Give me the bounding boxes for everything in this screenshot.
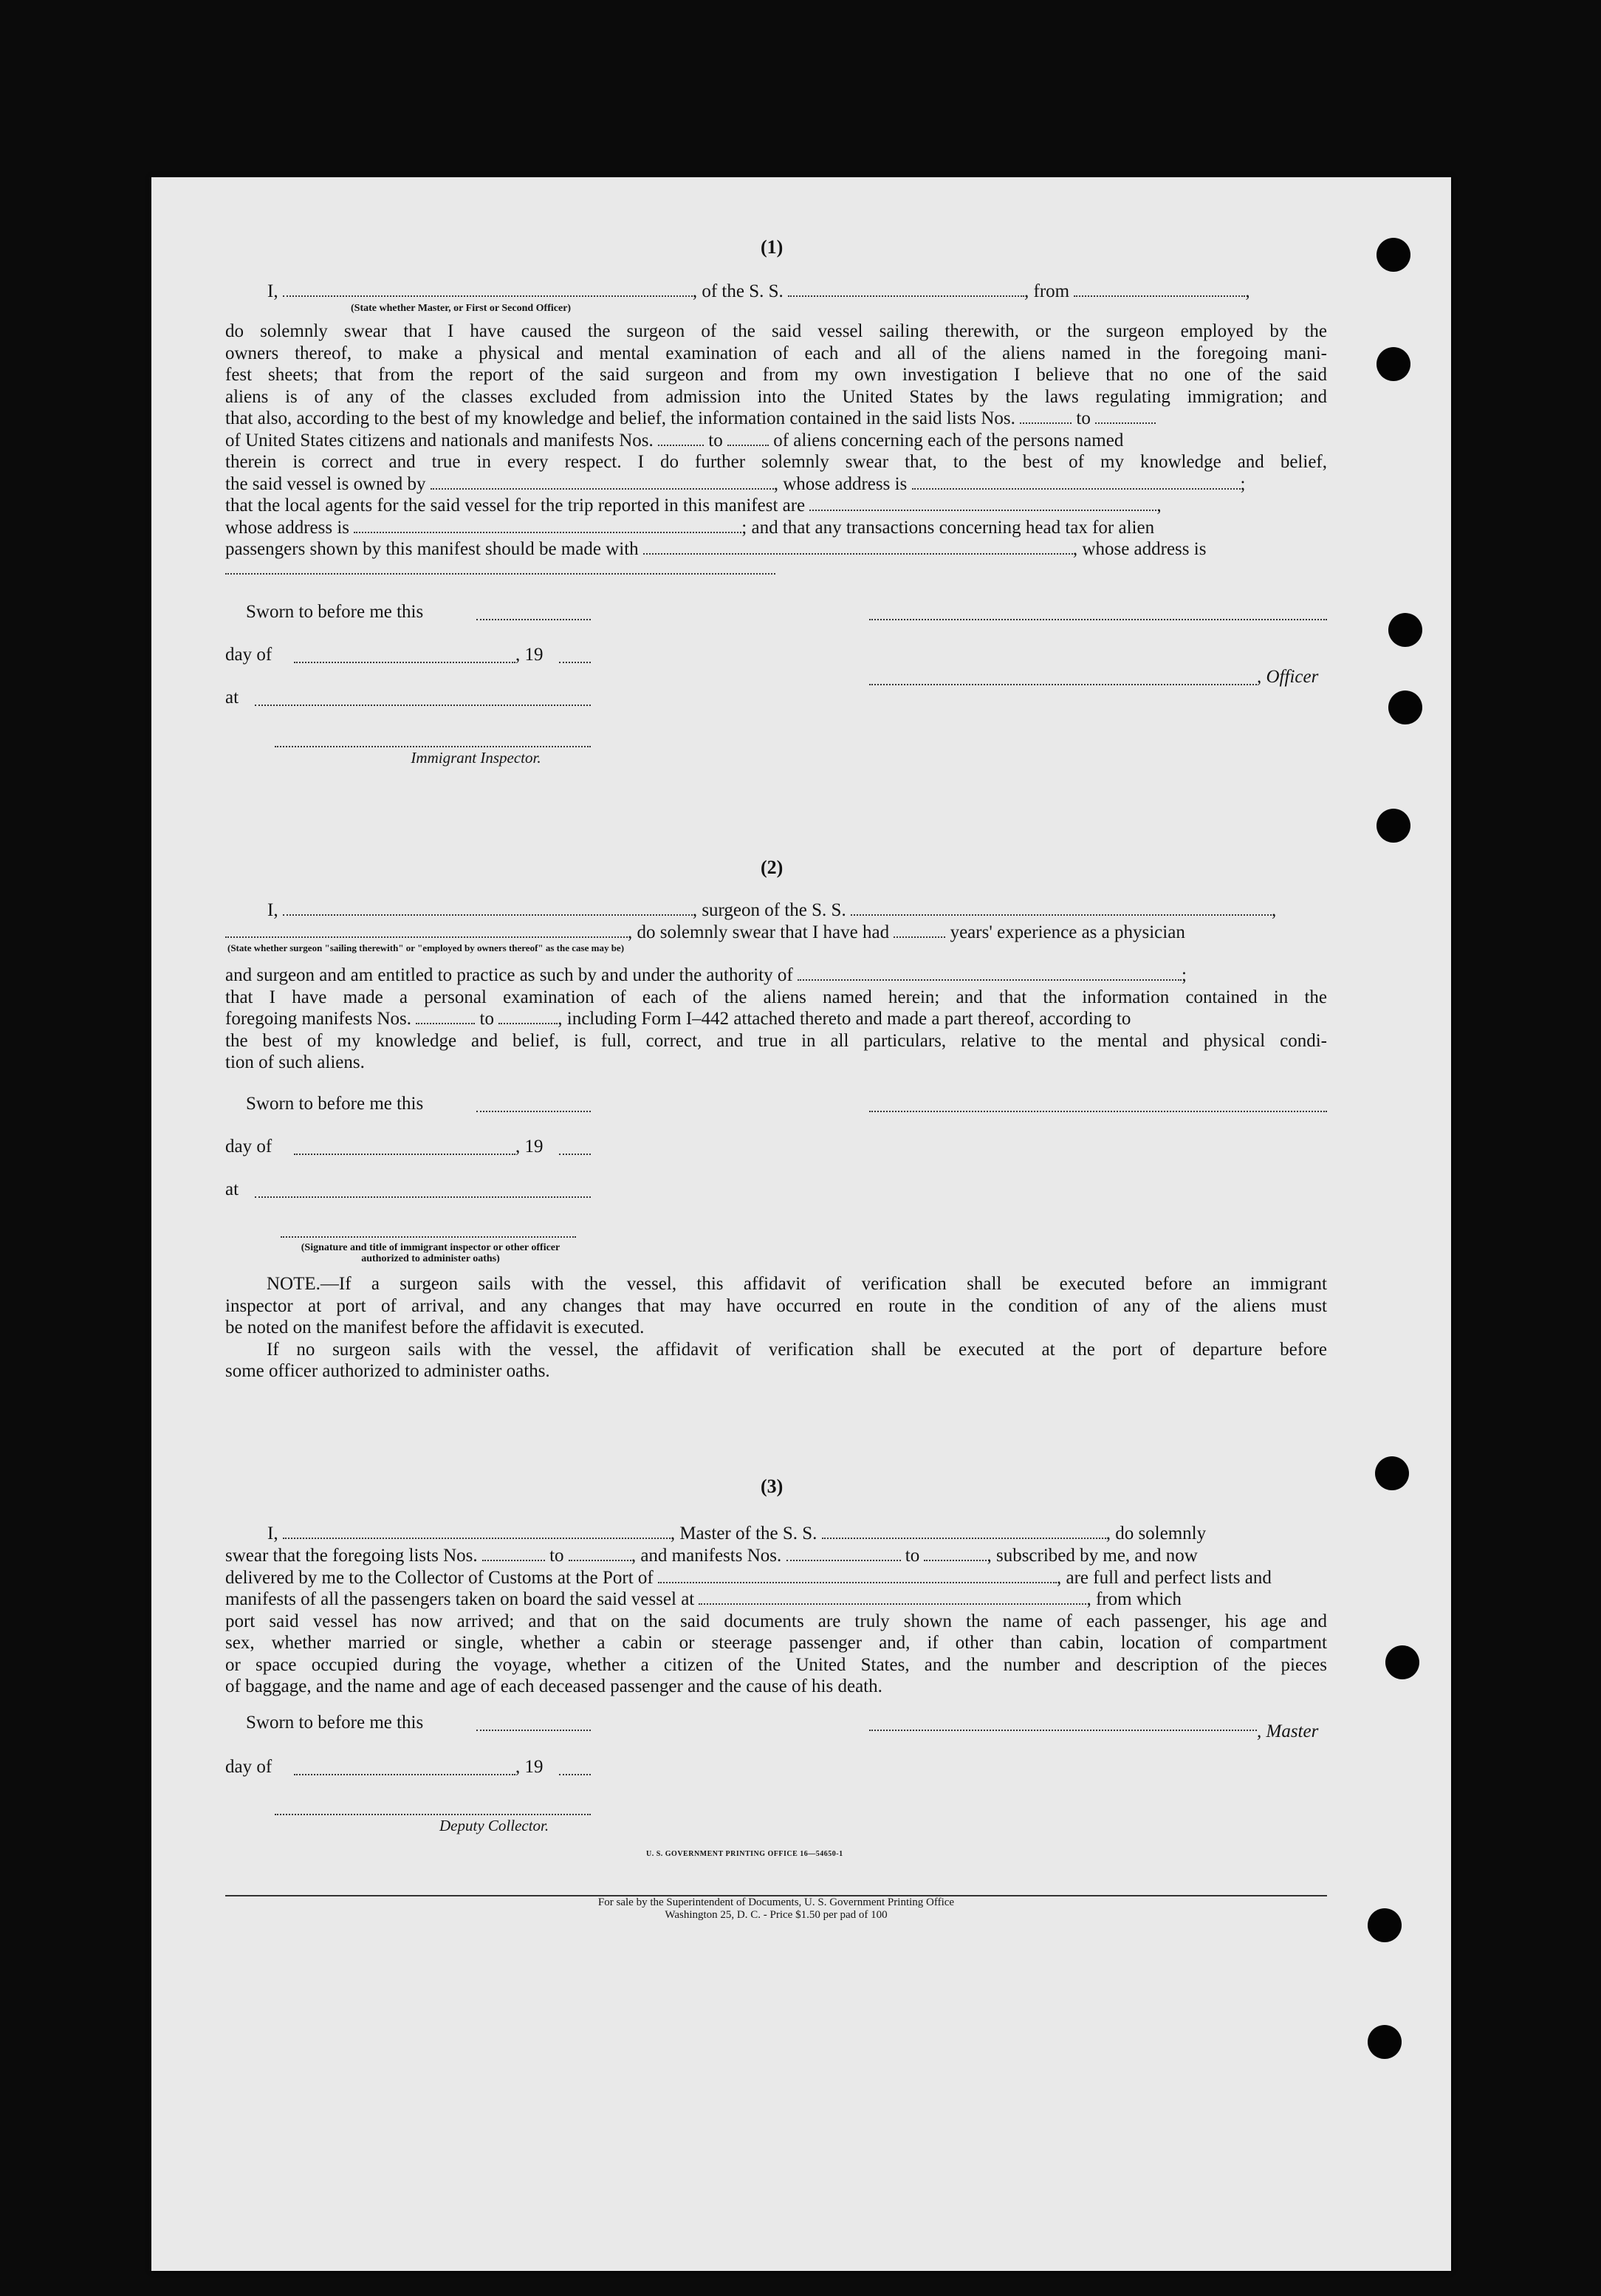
sworn-date-field[interactable] — [476, 1730, 591, 1731]
text: to — [1076, 408, 1091, 428]
manifest-to-field[interactable] — [727, 444, 769, 446]
day-of-field[interactable] — [294, 1154, 515, 1155]
lists-from-field[interactable] — [482, 1559, 545, 1561]
note-line: some officer authorized to administer oaths. — [225, 1361, 550, 1381]
text: , surgeon of the S. S. — [692, 900, 846, 920]
at-label: at — [225, 1179, 239, 1199]
text: manifests of all the passengers taken on board the said vessel at — [225, 1589, 695, 1609]
text: I, — [267, 281, 278, 301]
text: , — [1271, 900, 1277, 920]
text: I, — [267, 900, 278, 920]
text: , from — [1024, 281, 1070, 301]
text: of United States citizens and nationals and manifests Nos. — [225, 430, 654, 450]
paragraph-line — [225, 964, 1327, 987]
paragraph-line — [225, 408, 1327, 430]
at-label: at — [225, 688, 239, 707]
paragraph-line — [225, 1008, 1327, 1030]
section-2-heading: (2) — [761, 857, 784, 878]
text: years' experience as a physician — [950, 922, 1185, 942]
sworn-date-field[interactable] — [476, 619, 591, 620]
text: to — [708, 430, 723, 450]
head-tax-field[interactable] — [643, 552, 1073, 555]
vessel-name-field[interactable] — [788, 295, 1024, 297]
text: swear that the foregoing lists Nos. — [225, 1546, 478, 1566]
text: whose address is — [225, 517, 350, 538]
note-line: NOTE.—If a surgeon sails with the vessel, this affidavit of verification shall be executed before an immigrant — [267, 1274, 1327, 1294]
paragraph-line: sex, whether married or single, whether a cabin or steerage passenger and, if other than cabin, location of compartment — [225, 1633, 1327, 1653]
year-label: , 19 — [515, 645, 544, 665]
text: of aliens concerning each of the persons named — [773, 430, 1124, 450]
at-field[interactable] — [255, 705, 591, 706]
text: , whose address is — [1072, 539, 1207, 559]
text: to — [549, 1546, 564, 1566]
paragraph-line — [225, 495, 1327, 517]
section-1-line-1 — [267, 281, 1327, 303]
surgeon-note: (State whether surgeon "sailing therewith" or "employed by owners thereof" as the case may be) — [227, 942, 625, 953]
text: , — [1156, 496, 1162, 515]
day-of-label: day of — [225, 1137, 272, 1156]
manifest-to-field[interactable] — [498, 1022, 558, 1024]
text: that the local agents for the said vessel for the trip reported in this manifest are — [225, 496, 806, 515]
sale-notice-line-2: Washington 25, D. C. - Price $1.50 per pad of 100 — [665, 1909, 888, 1921]
section-3-line-1 — [267, 1523, 1327, 1545]
paragraph-line: the best of my knowledge and belief, is full, correct, and true in all particulars, relative to the mental and physical condi- — [225, 1030, 1327, 1051]
paragraph-line: tion of such aliens. — [225, 1052, 365, 1072]
text: , — [1245, 281, 1250, 301]
agents-address-field[interactable] — [354, 531, 741, 533]
paragraph-line: port said vessel has now arrived; and that on the said documents are truly shown the name of each passenger, his age and — [225, 1611, 1327, 1631]
inspector-signature-field[interactable] — [281, 1236, 576, 1238]
embark-port-field[interactable] — [699, 1603, 1086, 1605]
section-1-paragraph — [225, 321, 1327, 561]
paragraph-line — [225, 538, 1327, 561]
at-field[interactable] — [255, 1196, 591, 1198]
port-from-field[interactable] — [1074, 295, 1245, 297]
sworn-label: Sworn to before me this — [246, 1094, 424, 1114]
text: to — [479, 1009, 494, 1029]
lists-to-field[interactable] — [1095, 422, 1156, 424]
officer-title-field[interactable] — [283, 295, 693, 297]
text: , are full and perfect lists and — [1057, 1567, 1272, 1588]
manifest-to-field[interactable] — [924, 1559, 987, 1561]
sale-notice-line-1: For sale by the Superintendent of Documents, U. S. Government Printing Office — [597, 1896, 955, 1908]
punch-hole — [1388, 690, 1422, 724]
paragraph-line — [225, 430, 1327, 452]
owner-address-field[interactable] — [912, 487, 1241, 490]
vessel-name-field[interactable] — [822, 1537, 1106, 1539]
lists-from-field[interactable] — [1020, 422, 1072, 424]
text: to — [905, 1546, 920, 1566]
punch-hole — [1385, 1645, 1419, 1679]
manifest-from-field[interactable] — [416, 1022, 475, 1024]
paragraph-line: do solemnly swear that I have caused the surgeon of the said vessel sailing therewith, or the surgeon employed by the — [225, 321, 1327, 341]
sworn-date-field[interactable] — [476, 1111, 591, 1112]
section-2-note — [225, 1273, 1327, 1382]
paragraph-line: fest sheets; that from the report of the said surgeon and from my own investigation I believe that no one of the said — [225, 365, 1327, 385]
paragraph-line: aliens is of any of the classes excluded from admission into the United States by the laws regulating immigration; and — [225, 386, 1327, 407]
section-2-line-1 — [267, 899, 1327, 922]
punch-hole — [1375, 1456, 1409, 1490]
officer-signature-field[interactable] — [869, 619, 1327, 620]
text: I, — [267, 1524, 278, 1543]
paragraph-line: owners thereof, to make a physical and mental examination of each and all of the aliens named in the foregoing mani- — [225, 343, 1327, 363]
day-of-field[interactable] — [294, 1774, 515, 1775]
officer-field[interactable] — [869, 684, 1257, 685]
paragraph-line: or space occupied during the voyage, whether a citizen of the United States, and the number and description of the pieces — [225, 1654, 1327, 1675]
text: ; — [1240, 473, 1246, 494]
surgeon-status-field[interactable] — [225, 936, 628, 938]
surgeon-name-field[interactable] — [283, 914, 693, 916]
master-name-field[interactable] — [283, 1537, 671, 1539]
owner-field[interactable] — [431, 487, 774, 490]
text: , do solemnly — [1105, 1524, 1207, 1543]
inspector-label: Immigrant Inspector. — [411, 749, 541, 767]
vessel-name-field[interactable] — [851, 914, 1272, 916]
sworn-label: Sworn to before me this — [246, 1713, 424, 1733]
text: , from which — [1086, 1589, 1182, 1609]
text: that also, according to the best of my knowledge and belief, the information contained in the said lists Nos. — [225, 408, 1015, 428]
master-label: , Master — [1257, 1721, 1319, 1741]
paragraph-line — [225, 473, 1327, 496]
note-line: inspector at port of arrival, and any changes that may have occurred en route in the condition of any of the aliens must — [225, 1295, 1327, 1316]
text: ; — [1182, 965, 1187, 985]
text: , and manifests Nos. — [631, 1546, 782, 1566]
authority-field[interactable] — [798, 979, 1182, 981]
punch-hole — [1377, 809, 1410, 843]
section-2-line-2 — [225, 922, 1327, 944]
text: , whose address is — [773, 473, 908, 494]
sworn-label: Sworn to before me this — [246, 602, 424, 622]
note-line: If no surgeon sails with the vessel, the affidavit of verification shall be executed at the port of departure before — [267, 1339, 1327, 1360]
manifest-from-field[interactable] — [658, 444, 704, 446]
paragraph-line — [225, 1589, 1327, 1611]
years-experience-field[interactable] — [894, 936, 945, 938]
punch-hole — [1368, 2025, 1402, 2059]
punch-hole — [1377, 238, 1410, 272]
day-of-label: day of — [225, 645, 272, 665]
year-field[interactable] — [559, 1154, 591, 1155]
agents-field[interactable] — [809, 509, 1156, 511]
year-label: , 19 — [515, 1137, 544, 1156]
year-label: , 19 — [515, 1757, 544, 1777]
text: , Master of the S. S. — [670, 1524, 817, 1543]
text: , subscribed by me, and now — [987, 1546, 1198, 1566]
text: delivered by me to the Collector of Customs at the Port of — [225, 1567, 654, 1588]
officer-label: , Officer — [1257, 667, 1319, 687]
punch-hole — [1377, 347, 1410, 381]
text: passengers shown by this manifest should be made with — [225, 539, 639, 559]
day-of-field[interactable] — [294, 662, 515, 663]
section-3-paragraph — [225, 1545, 1327, 1698]
manifest-from-field[interactable] — [786, 1559, 901, 1561]
year-field[interactable] — [559, 1774, 591, 1775]
day-of-label: day of — [225, 1757, 272, 1777]
paragraph-line — [225, 517, 1327, 539]
text: , do solemnly swear that I have had — [628, 922, 890, 942]
port-field[interactable] — [658, 1581, 1057, 1583]
punch-hole — [1388, 613, 1422, 647]
text: , including Form I–442 attached thereto and made a part thereof, according to — [558, 1009, 1131, 1029]
paragraph-line: that I have made a personal examination of each of the aliens named herein; and that the information contained in the — [225, 987, 1327, 1007]
officer-note: (State whether Master, or First or Second Officer) — [351, 303, 572, 314]
text: and surgeon and am entitled to practice as such by and under the authority of — [225, 965, 793, 985]
year-field[interactable] — [559, 662, 591, 663]
text: , of the S. S. — [692, 281, 784, 301]
text: the said vessel is owned by — [225, 473, 426, 494]
surgeon-signature-field[interactable] — [869, 1111, 1327, 1112]
paragraph-line: therein is correct and true in every respect. I do further solemnly swear that, to the best of my knowledge and belief, — [225, 452, 1327, 472]
collector-label: Deputy Collector. — [439, 1817, 549, 1834]
head-tax-address-field[interactable] — [225, 573, 775, 575]
master-signature-field[interactable] — [869, 1730, 1257, 1731]
section-2-paragraph — [225, 964, 1327, 1074]
signature-note: (Signature and title of immigrant inspector or other officer authorized to administer oaths) — [301, 1242, 560, 1264]
section-3-heading: (3) — [761, 1476, 784, 1497]
paragraph-line: of baggage, and the name and age of each deceased passenger and the cause of his death. — [225, 1676, 882, 1696]
paragraph-line — [225, 1567, 1327, 1589]
lists-to-field[interactable] — [569, 1559, 631, 1561]
gpo-imprint: U. S. GOVERNMENT PRINTING OFFICE 16—54650-1 — [646, 1850, 843, 1858]
text: ; and that any transactions concerning head tax for alien — [741, 517, 1155, 538]
punch-hole — [1368, 1908, 1402, 1942]
note-line: be noted on the manifest before the affidavit is executed. — [225, 1317, 645, 1337]
paragraph-line — [225, 1545, 1327, 1567]
section-1-heading: (1) — [761, 236, 784, 258]
text: foregoing manifests Nos. — [225, 1009, 412, 1029]
